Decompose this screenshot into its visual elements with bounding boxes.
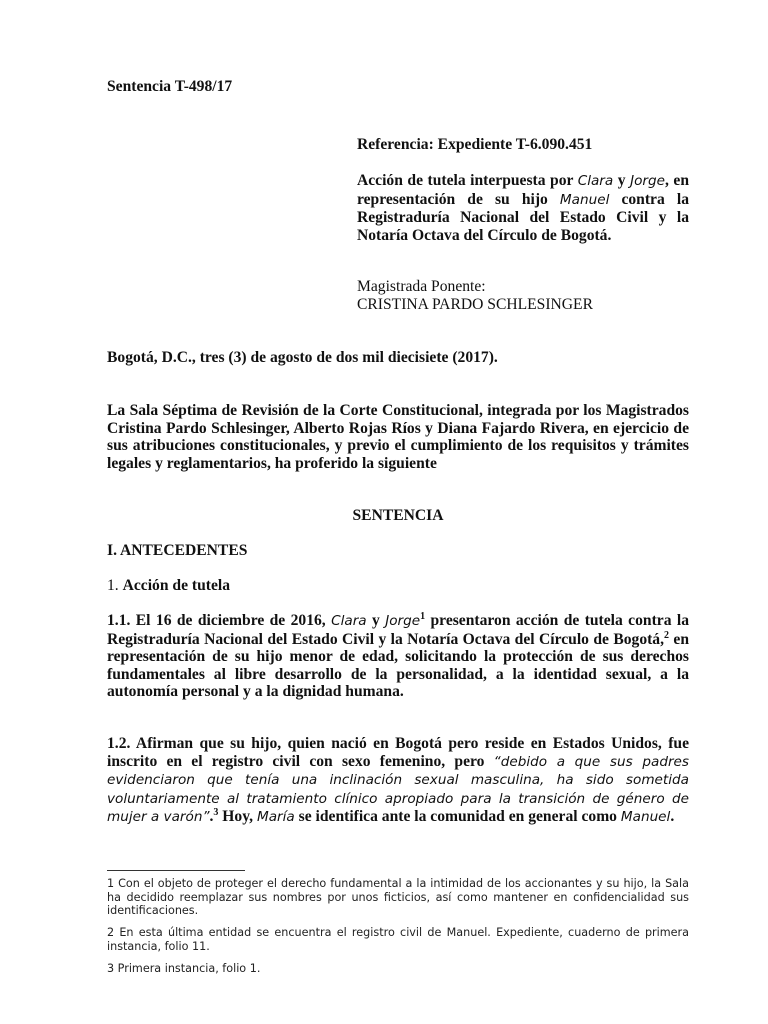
footnote-ref-3[interactable]: 3 <box>213 807 219 819</box>
footnote-ref-1[interactable]: 1 <box>420 610 426 622</box>
section-heading-antecedentes: I. ANTECEDENTES <box>107 542 248 559</box>
footnote-2: 2 En esta última entidad se encuentra el registro civil de Manuel. Expediente, cuaderno de primera instancia, folio 11. <box>107 926 689 953</box>
intro-paragraph: La Sala Séptima de Revisión de la Corte Constitucional, integrada por los Magistrados Cristina Pardo Schlesinger, Alberto Rojas Ríos y Diana Fajardo Rivera, en ejercicio de sus atribuciones constitucionales, y previo el cumplimiento de los requisitos y trámites legales y reglamentarios, ha proferido la siguiente <box>107 402 689 472</box>
magistrate-name: CRISTINA PARDO SCHLESINGER <box>357 296 593 313</box>
action-description: Acción de tutela interpuesta por Clara y Jorge, en representación de su hijo Manuel contra la Registraduría Nacional del Estado Civil y la Notaría Octava del Círculo de Bogotá. <box>357 172 690 244</box>
magistrate-label: Magistrada Ponente: <box>357 278 486 295</box>
footnote-1: 1 Con el objeto de proteger el derecho fundamental a la intimidad de los accionantes y su hijo, la Sala ha decidido reemplazar sus nombres por unos ficticios, así como mantener en confidencialidad sus identificaciones. <box>107 877 689 918</box>
footnote-ref-2[interactable]: 2 <box>664 629 670 641</box>
document-title: Sentencia T-498/17 <box>107 78 233 95</box>
subsection-heading: 1. Acción de tutela <box>107 577 230 594</box>
date-line: Bogotá, D.C., tres (3) de agosto de dos mil diecisiete (2017). <box>107 349 498 366</box>
footnote-3: 3 Primera instancia, folio 1. <box>107 962 261 975</box>
sentencia-heading: SENTENCIA <box>352 507 444 524</box>
paragraph-1-2: 1.2. Afirman que su hijo, quien nació en Bogotá pero reside en Estados Unidos, fue inscrito en el registro civil con sexo femenino, pero “debido a que sus padres evidenciaron que tenía una inclinación sexual masculina, ha sido sometida voluntariamente al tratamiento clínico apropiado para la transición de género de mujer a varón”.$^3$ Hoy, María se identifica ante la comunidad en general como Manuel. <box>107 735 689 826</box>
paragraph-1-1: 1.1. El 16 de diciembre de 2016, Clara y Jorge$^1$ presentaron acción de tutela contra la Registraduría Nacional del Estado Civil y la Notaría Octava del Círculo de Bogotá,$^2$ en representación de su hijo menor de edad, solicitando la protección de sus derechos fundamentales al libre desarrollo de la personalidad, a la identidad sexual, a la autonomía personal y a la dignidad humana. <box>107 610 690 701</box>
footnote-separator <box>107 870 245 871</box>
reference-line: Referencia: Expediente T-6.090.451 <box>357 136 593 153</box>
